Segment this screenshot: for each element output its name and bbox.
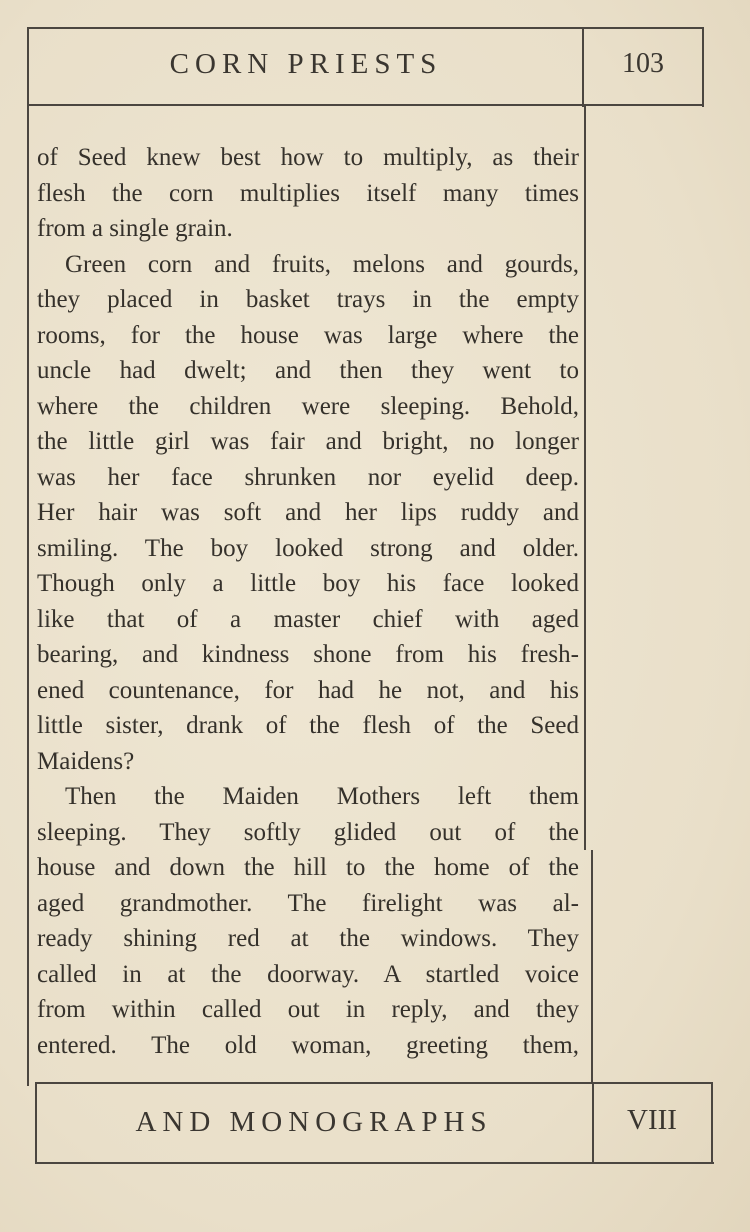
volume-number: VIII [627,1104,677,1136]
frame-top-line [27,27,704,29]
text-line: little sister, drank of the flesh of the Seed [37,712,579,739]
text-line: sleeping. They softly glided out of the [37,818,579,846]
text-line: aged grandmother. The firelight was al- [37,889,579,917]
text-line: like that of a master chief with aged [37,605,579,633]
text-line: Then the Maiden Mothers left them [65,783,579,810]
text-column-divider [584,106,586,850]
text-line: entered. The old woman, greeting them, [37,1031,579,1059]
frame-right-line [702,27,704,107]
footer-bottom-line [35,1162,714,1164]
text-line: where the children were sleeping. Behold, [37,392,579,420]
page-number: 103 [622,48,664,79]
text-column-divider-lower [591,850,593,1084]
text-line: ready shining red at the windows. They [37,925,579,952]
body-text [37,140,579,1063]
text-line: they placed in basket trays in the empty [37,286,579,313]
text-line: from within called out in reply, and they [37,996,579,1023]
text-line: bearing, and kindness shone from his fresh- [37,641,579,668]
text-line: Though only a little boy his face looked [37,570,579,597]
footer-top-line [35,1082,712,1084]
frame-left-line [27,27,29,1086]
text-line: called in at the doorway. A startled voice [37,960,579,988]
footer-right-line [711,1082,713,1164]
text-line: flesh the corn multiplies itself many times [37,179,579,207]
text-line: Maidens? [37,747,135,775]
header-bottom-line [27,104,704,106]
text-line: Her hair was soft and her lips ruddy and [37,499,579,526]
series-title: AND MONOGRAPHS [135,1106,493,1138]
text-line: ened countenance, for had he not, and his [37,676,579,704]
text-line: rooms, for the house was large where the [37,321,579,349]
text-line: of Seed knew best how to multiply, as their [37,144,579,171]
text-line: smiling. The boy looked strong and older. [37,534,579,562]
text-line: Green corn and fruits, melons and gourds, [65,250,579,278]
text-line: house and down the hill to the home of the [37,854,579,881]
text-line: the little girl was fair and bright, no longer [37,428,579,455]
text-line: uncle had dwelt; and then they went to [37,357,579,384]
running-head-title: CORN PRIESTS [169,48,443,80]
text-line: from a single grain. [37,215,233,242]
text-line: was her face shrunken nor eyelid deep. [37,463,579,491]
